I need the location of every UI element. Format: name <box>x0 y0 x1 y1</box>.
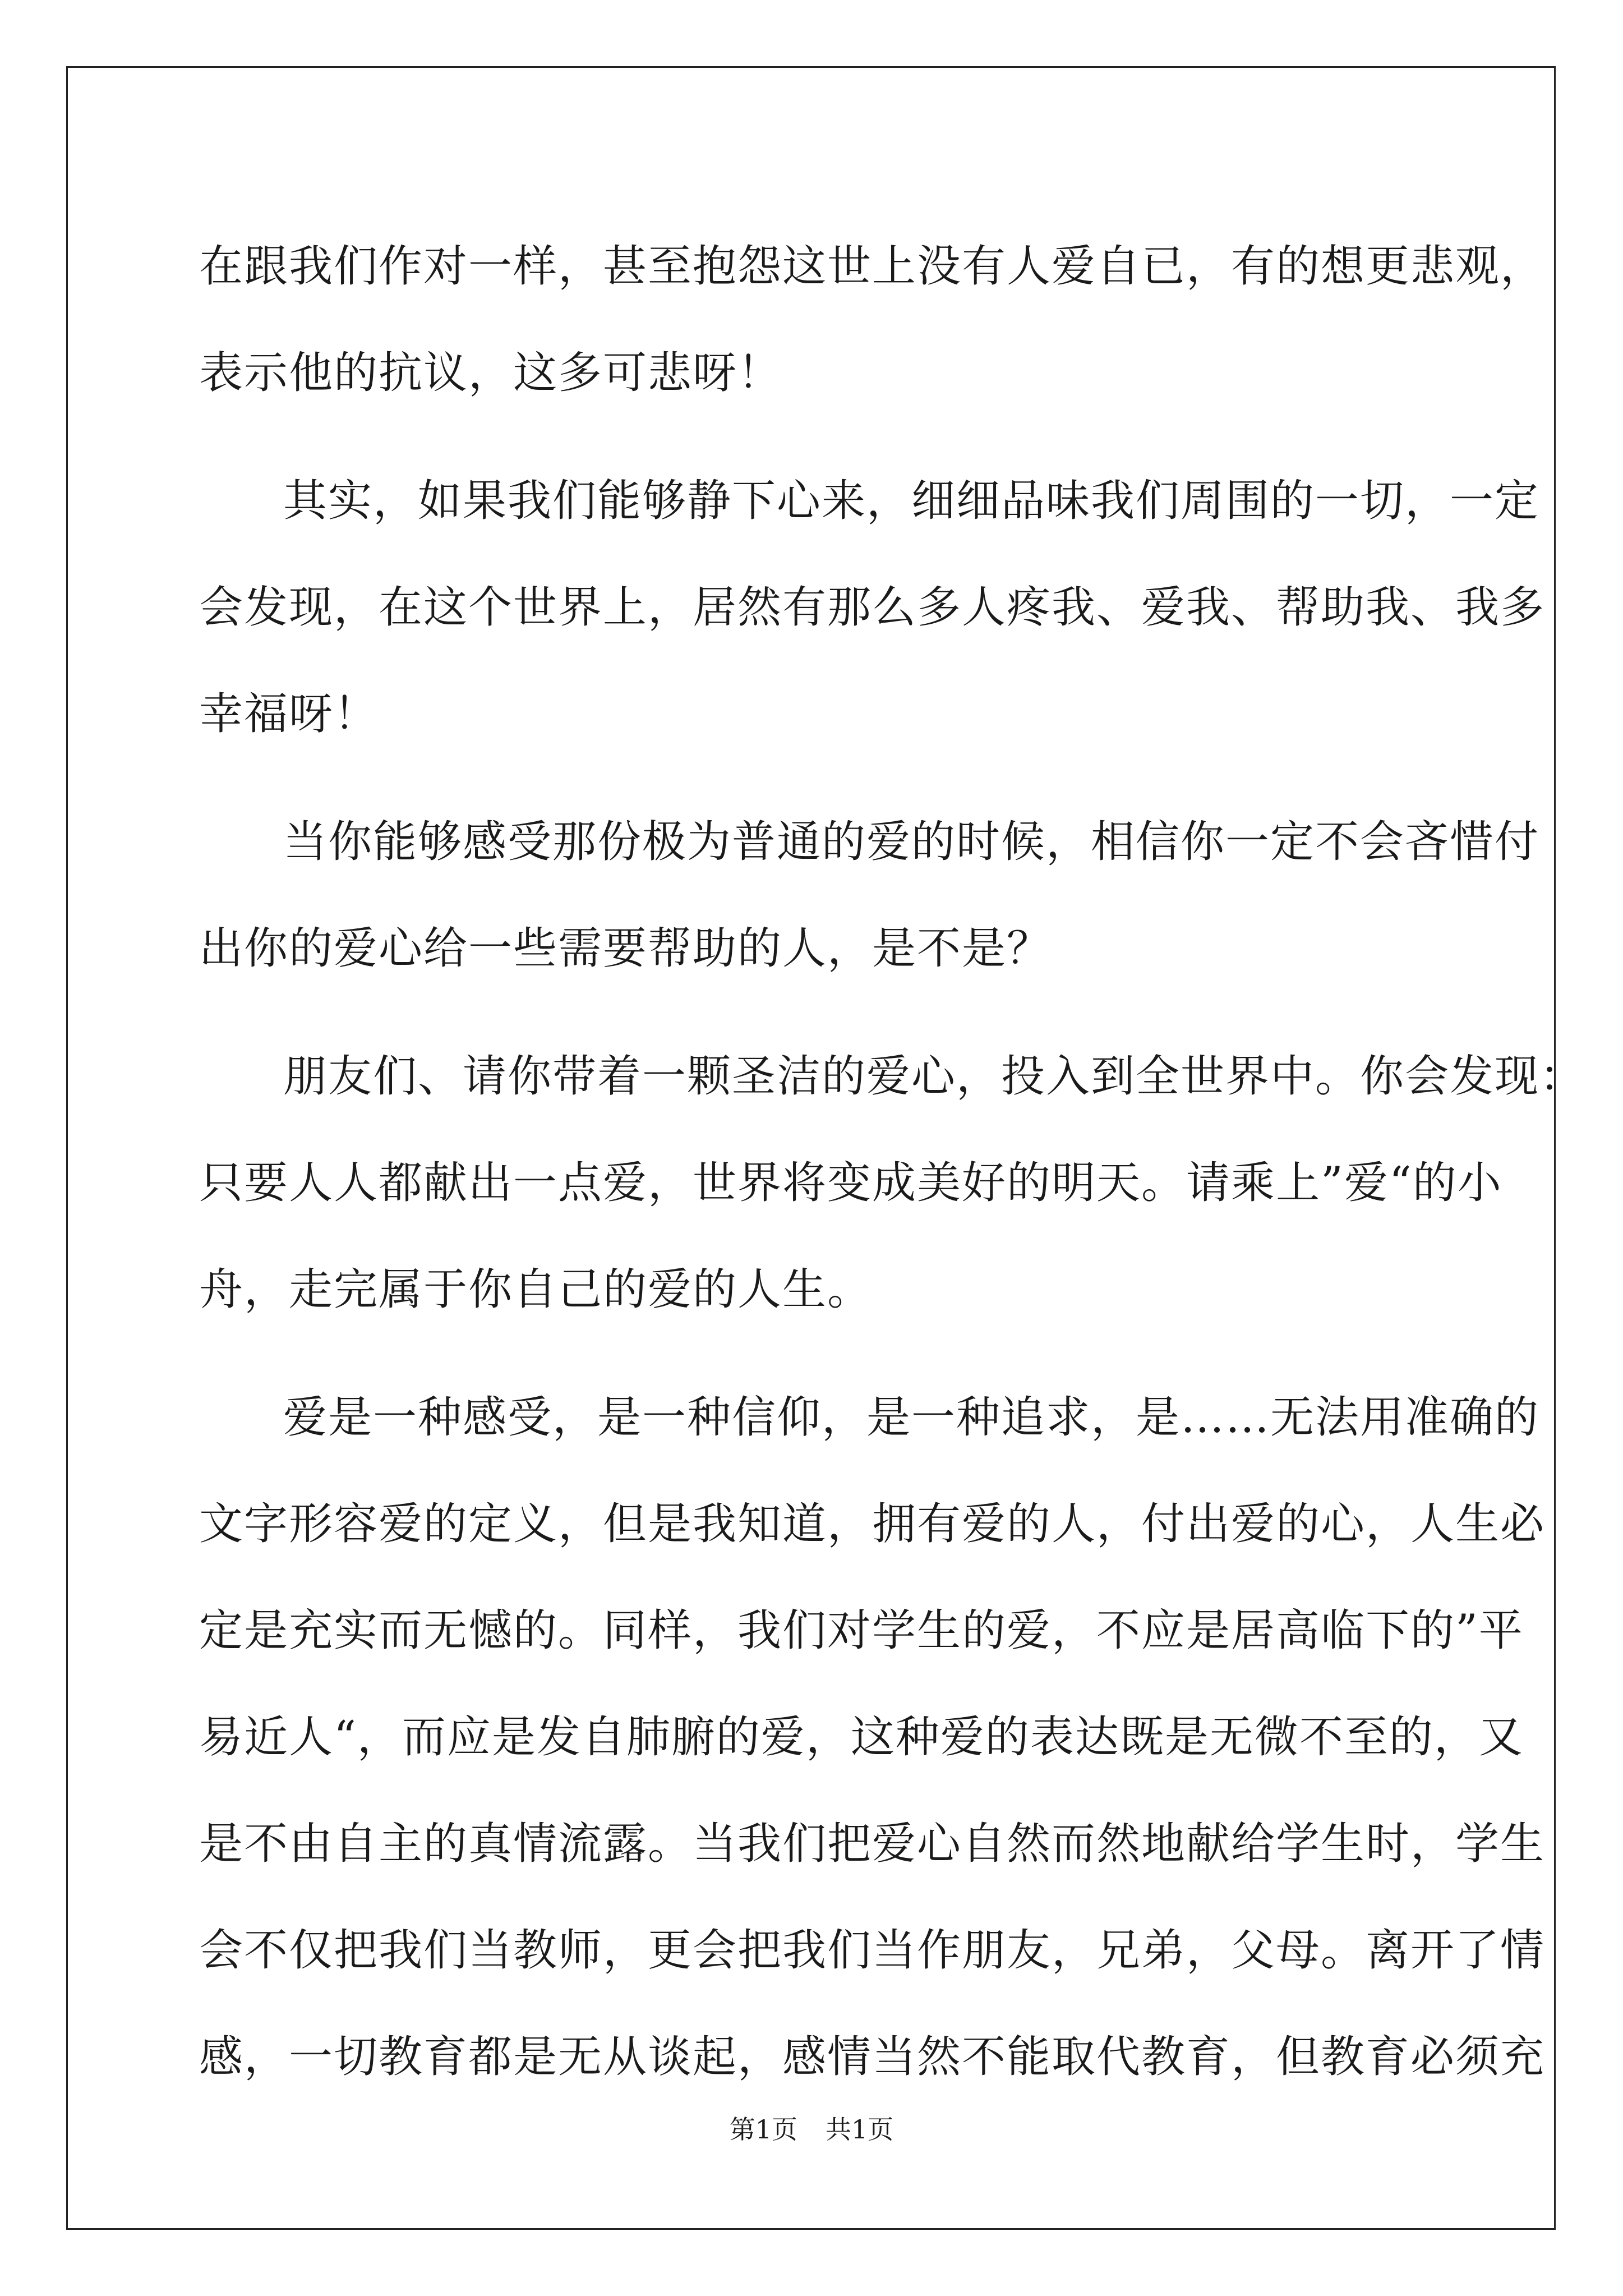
text-line: 会发现，在这个世界上，居然有那么多人疼我、爱我、帮助我、我多 <box>199 582 1546 633</box>
text-line: 只要人人都献出一点爱，世界将变成美好的明天。请乘上”爱“的小 <box>199 1158 1502 1208</box>
paragraph-first-line: 其实，如果我们能够静下心来，细细品味我们周围的一切，一定 <box>283 476 1540 526</box>
text-line: 会不仅把我们当教师，更会把我们当作朋友，兄弟，父母。离开了情 <box>199 1925 1546 1976</box>
document-body <box>199 213 1585 2110</box>
text-line: 是不由自主的真情流露。当我们把爱心自然而然地献给学生时，学生 <box>199 1819 1546 1869</box>
text-line: 幸福呀！ <box>199 689 379 739</box>
text-line: 定是充实而无憾的。同样，我们对学生的爱，不应是居高临下的”平 <box>199 1605 1524 1656</box>
paragraph-first-line: 朋友们、请你带着一颗圣洁的爱心，投入到全世界中。你会发现： <box>283 1051 1585 1102</box>
page-footer <box>0 2109 1623 2146</box>
text-line: 出你的爱心给一些需要帮助的人，是不是？ <box>199 923 1052 974</box>
text-line: 在跟我们作对一样，甚至抱怨这世上没有人爱自已，有的想更悲观， <box>199 241 1546 292</box>
page-number-current: 第1页 <box>729 2114 797 2145</box>
paragraph-first-line: 爱是一种感受，是一种信仰，是一种追求，是……无法用准确的 <box>283 1392 1540 1443</box>
text-line: 文字形容爱的定义，但是我知道，拥有爱的人，付出爱的心，人生必 <box>199 1499 1546 1549</box>
page-number-total: 共1页 <box>826 2114 894 2145</box>
text-line: 易近人“，而应是发自肺腑的爱，这种爱的表达既是无微不至的，又 <box>199 1712 1524 1763</box>
paragraph-first-line: 当你能够感受那份极为普通的爱的时候，相信你一定不会吝惜付 <box>283 817 1540 867</box>
text-line: 舟，走完属于你自己的爱的人生。 <box>199 1264 873 1315</box>
text-line: 感，一切教育都是无从谈起，感情当然不能取代教育，但教育必须充 <box>199 2032 1546 2082</box>
text-line: 表示他的抗议，这多可悲呀！ <box>199 348 783 398</box>
